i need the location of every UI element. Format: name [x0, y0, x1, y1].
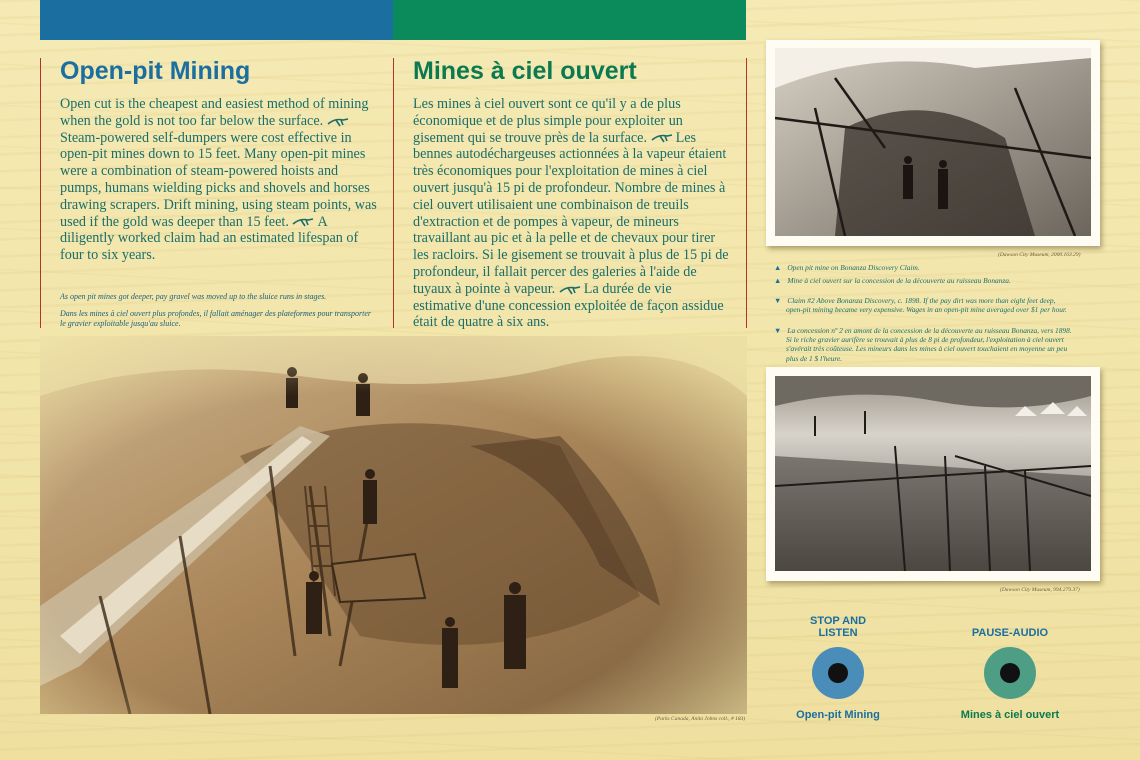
top-photo-caption-fr: ▲ Mine à ciel ouvert sur la concession de la découverte au ruisseau Bonanza.	[774, 276, 1011, 285]
english-header-bar	[40, 0, 393, 40]
french-paragraph-2: Les bennes autodéchargeuses actionnées à la vapeur étaient très économiques pour l'exploitation de mines à ciel ouvert jusqu'à 15 pi de profondeur. Nombre de mines à ciel ouvert utilisaient une combinaison de treuils d'extraction et de pompes à vapeur, de mineurs travaillant au pic et à la pelle et de chevaux pour tirer les racloirs. Si le gisement se trouvait à plus de 15 pi de profondeur, il fallait percer des galeries à l'aide de tuyaux à pointe à vapeur.	[413, 129, 729, 297]
center-column-rule	[393, 58, 394, 328]
right-column-rule	[746, 58, 747, 328]
pause-audio-label: PAUSE-AUDIO	[971, 627, 1049, 639]
down-triangle-icon: ▼	[774, 296, 782, 305]
bottom-photo-caption-fr: ▼ La concession nº 2 en amont de la concession de la découverte au ruisseau Bonanza, vers 1898. Si le riche gravier aurifère se trouvait à plus de 8 pi de profondeur, l'exploitation à ciel ouvert s'avérait très coûteuse. Les mineurs dans les mines à ciel ouvert touchaient en moyenne un peu plus de 1 $ l'heure.	[774, 326, 1072, 363]
main-mine-photo	[40, 336, 747, 714]
left-column-rule	[40, 58, 41, 328]
up-triangle-icon: ▲	[774, 263, 782, 272]
french-title: Mines à ciel ouvert	[413, 57, 637, 85]
english-paragraph-2: Steam-powered self-dumpers were cost effective in open-pit mines down to 15 feet. Many open-pit mines were a combination of steam-powered hoists and pumps, humans wielding picks and shovels and horses drawing scrapers. Drift mining, using steam points, was used if the gold was deeper than 15 feet.	[60, 129, 377, 230]
french-caption: Dans les mines à ciel ouvert plus profondes, il fallait aménager des plateformes pour transporter le gravier exploitable jusqu'au sluice.	[60, 309, 372, 328]
stop-and-listen-label: STOP AND LISTEN	[809, 615, 867, 639]
english-paragraph-3: A diligently worked claim had an estimated lifespan of four to six years.	[60, 213, 359, 264]
up-triangle-icon: ▲	[774, 276, 782, 285]
main-photo-credit: (Parks Canada, Anita Johns coll., # 183)	[655, 716, 746, 722]
english-paragraph-1: Open cut is the cheapest and easiest method of mining when the gold is not too far below the surface.	[60, 96, 369, 129]
claim-2-photo	[775, 376, 1091, 571]
french-header-bar	[393, 0, 746, 40]
pickaxe-ornament-icon	[327, 117, 349, 127]
bottom-photo-caption-en: ▼ Claim #2 Above Bonanza Discovery, c. 1898. If the pay dirt was more than eight feet deep, open-pit mining became very expensive. Wages in an open-pit mine averaged over $1 per hour.	[774, 296, 1067, 315]
french-audio-label: Mines à ciel ouvert	[960, 709, 1060, 721]
english-audio-label: Open-pit Mining	[796, 709, 880, 721]
english-body	[60, 96, 378, 264]
french-paragraph-3: La durée de vie estimative d'une concession exploitée de façon assidue était de quatre à six ans.	[413, 280, 724, 331]
down-triangle-icon: ▼	[774, 326, 782, 335]
english-audio-button[interactable]	[812, 647, 864, 699]
top-photo-credit: (Dawson City Museum, 2000.163.29)	[998, 252, 1081, 258]
french-audio-button[interactable]	[984, 647, 1036, 699]
top-photo-caption-en: ▲ Open pit mine on Bonanza Discovery Claim.	[774, 263, 920, 272]
play-dot-icon	[828, 663, 848, 683]
play-dot-icon	[1000, 663, 1020, 683]
french-paragraph-1: Les mines à ciel ouvert sont ce qu'il y a de plus économique et de plus simple pour exploiter un gisement qui se trouve près de la surface.	[413, 96, 683, 146]
bonanza-discovery-photo	[775, 48, 1091, 236]
pickaxe-ornament-icon	[559, 285, 581, 295]
english-caption: As open pit mines got deeper, pay gravel was moved up to the sluice runs in stages.	[60, 292, 327, 301]
pickaxe-ornament-icon	[292, 217, 314, 227]
bottom-photo-credit: (Dawson City Museum, 994.279.37)	[1000, 587, 1080, 593]
french-body	[413, 96, 731, 331]
pickaxe-ornament-icon	[651, 133, 673, 143]
english-title: Open-pit Mining	[60, 57, 251, 85]
